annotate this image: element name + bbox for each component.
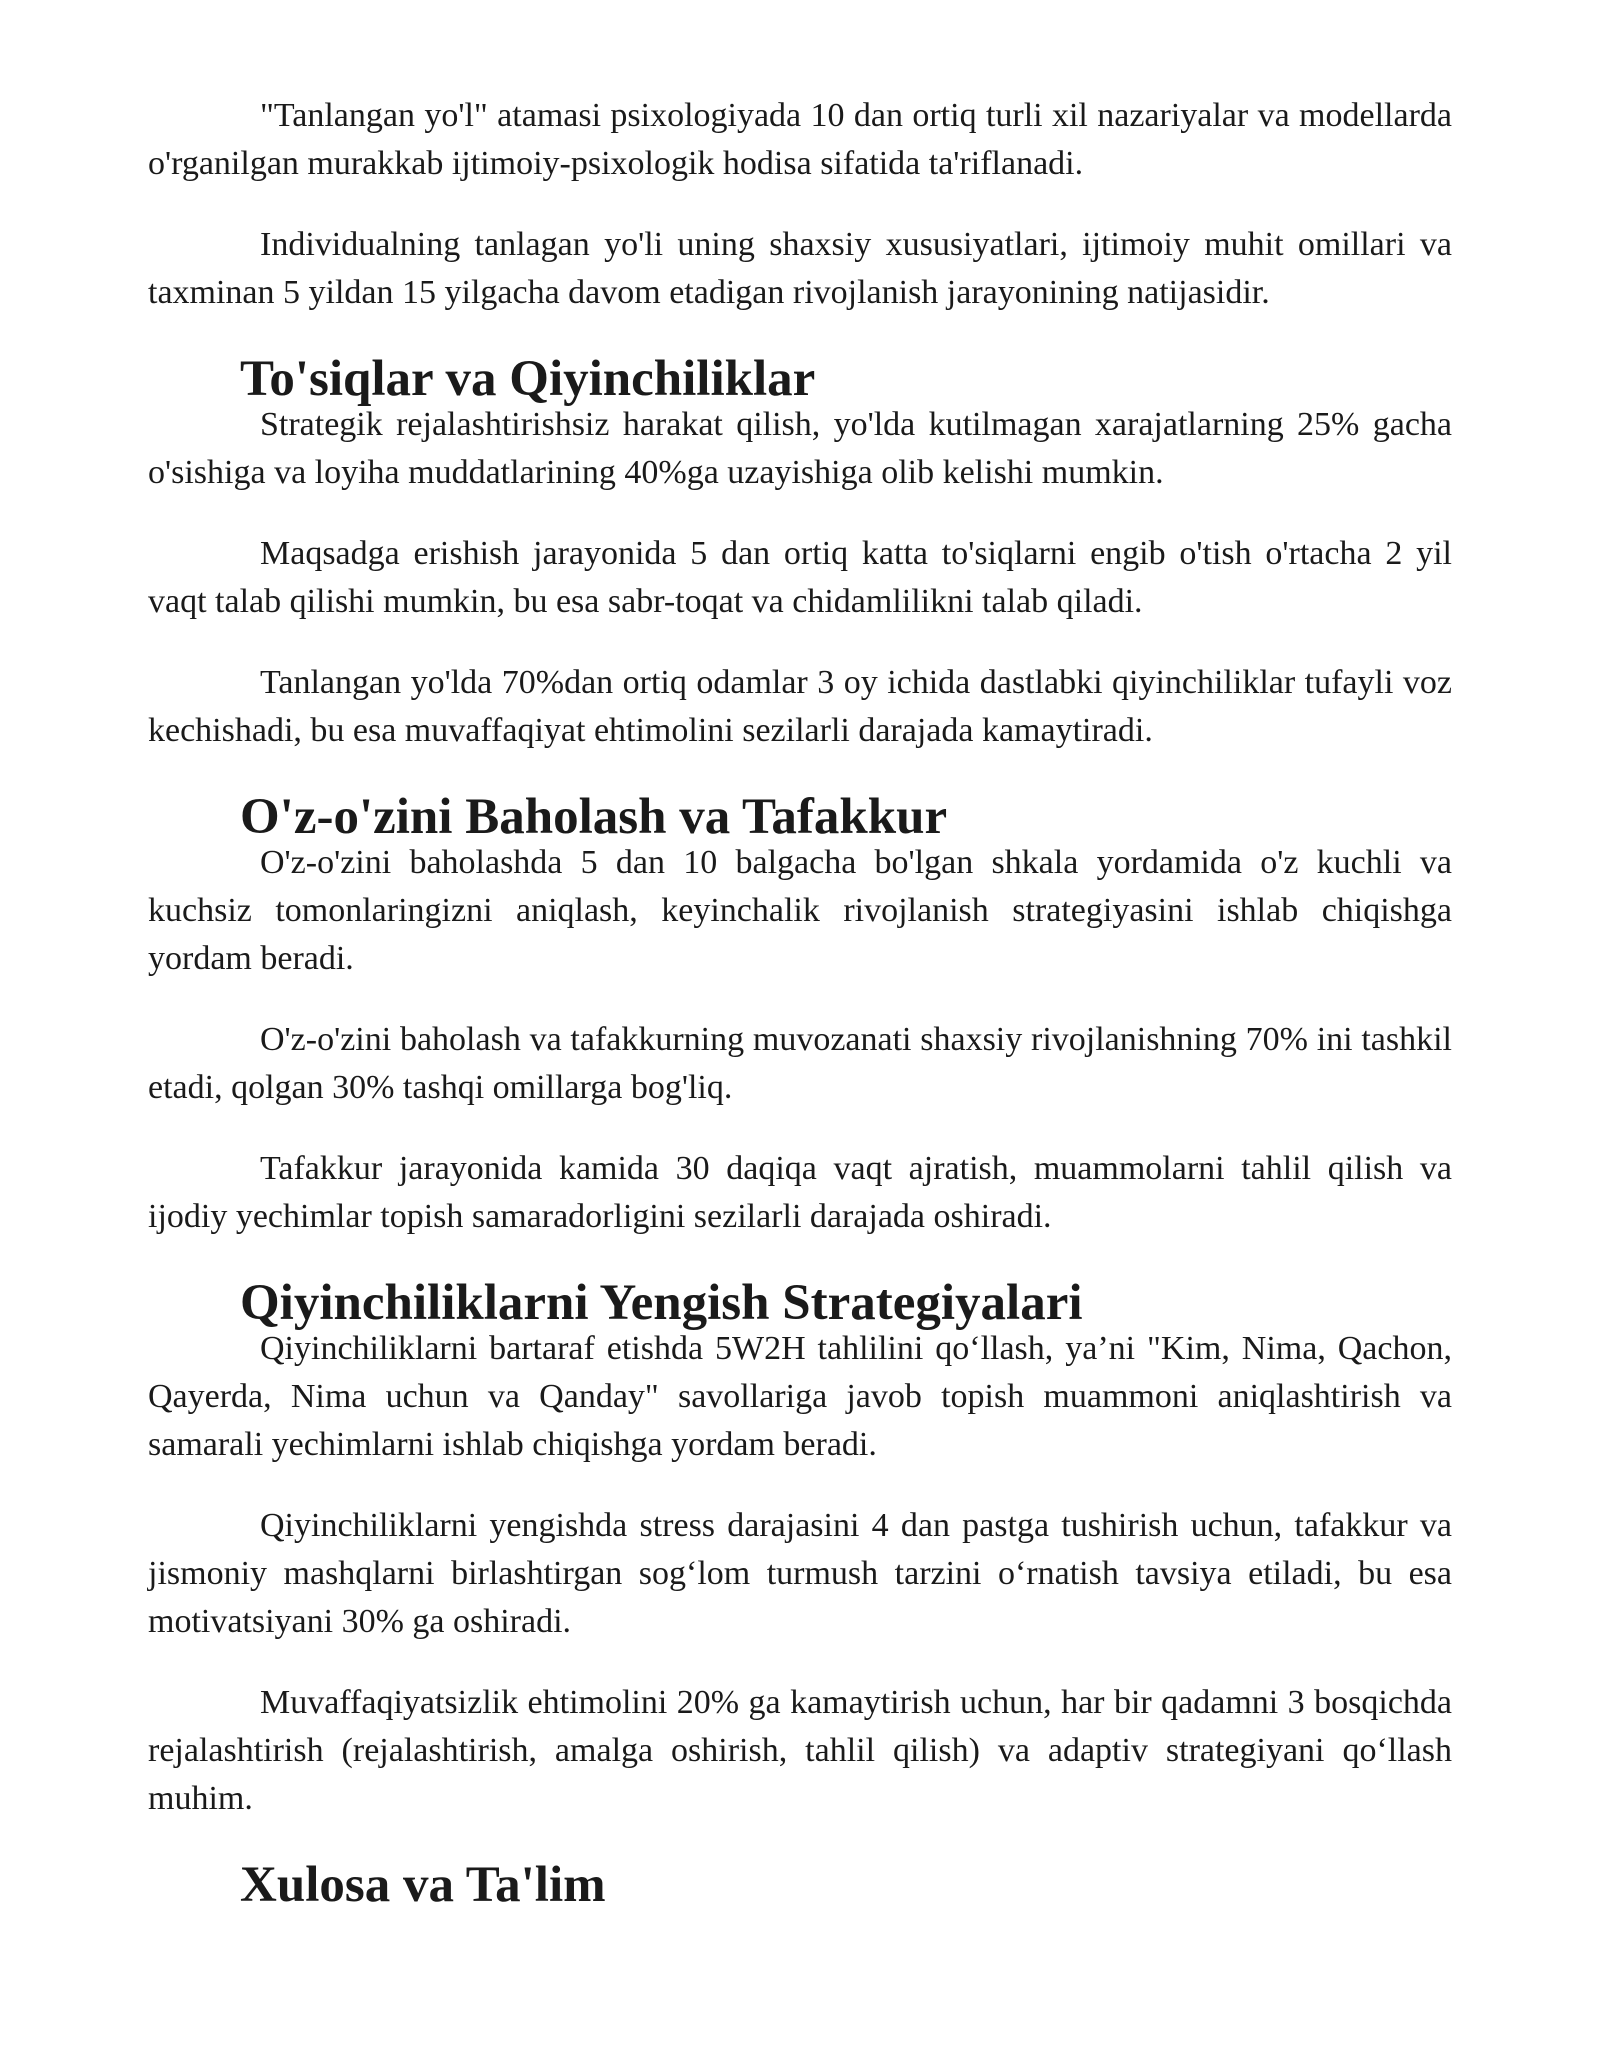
obstacles-paragraph-3: Tanlangan yo'lda 70%dan ortiq odamlar 3 oy ichida dastlabki qiyinchiliklar tufayli voz kechishadi, bu esa muvaffaqiyat ehtimolini sezilarli darajada kamaytiradi. [148,664,1452,749]
strategies-paragraph-3: Muvaffaqiyatsizlik ehtimolini 20% ga kamaytirish uchun, har bir qadamni 3 bosqichda rejalashtirish (rejalashtirish, amalga oshirish, tahlil qilish) va adaptiv strategiyani qo‘llash muhim. [148,1684,1452,1817]
intro-paragraph-1: "Tanlangan yo'l" atamasi psixologiyada 10 dan ortiq turli xil nazariyalar va modellarda o'rganilgan murakkab ijtimoiy-psixologik hodisa sifatida ta'riflanadi. [148,97,1452,182]
obstacles-paragraph-2: Maqsadga erishish jarayonida 5 dan ortiq katta to'siqlarni engib o'tish o'rtacha 2 yil vaqt talab qilishi mumkin, bu esa sabr-toqat va chidamlilikni talab qiladi. [148,535,1452,620]
document-page [148,92,1452,1913]
strategies-paragraph-2: Qiyinchiliklarni yengishda stress darajasini 4 dan pastga tushirish uchun, tafakkur va jismoniy mashqlarni birlashtirgan sog‘lom turmush tarzini o‘rnatish tavsiya etiladi, bu esa motivatsiyani 30% ga oshiradi. [148,1507,1452,1640]
self-assessment-paragraph-3: Tafakkur jarayonida kamida 30 daqiqa vaqt ajratish, muammolarni tahlil qilish va ijodiy yechimlar topish samaradorligini sezilarli darajada oshiradi. [148,1150,1452,1235]
self-assessment-paragraph-2: O'z-o'zini baholash va tafakkurning muvozanati shaxsiy rivojlanishning 70% ini tashkil etadi, qolgan 30% tashqi omillarga bog'liq. [148,1021,1452,1106]
strategies-paragraph-1: Qiyinchiliklarni bartaraf etishda 5W2H tahlilini qo‘llash, ya’ni "Kim, Nima, Qachon, Qayerda, Nima uchun va Qanday" savollariga javob topish muammoni aniqlashtirish va samarali yechimlarni ishlab chiqishga yordam beradi. [148,1330,1452,1463]
section-heading-obstacles: To'siqlar va Qiyinchiliklar [240,351,816,407]
self-assessment-paragraph-1: O'z-o'zini baholashda 5 dan 10 balgacha bo'lgan shkala yordamida o'z kuchli va kuchsiz tomonlaringizni aniqlash, keyinchalik rivojlanish strategiyasini ishlab chiqishga yordam beradi. [148,844,1452,977]
section-heading-strategies: Qiyinchiliklarni Yengish Strategiyalari [240,1275,1083,1331]
intro-paragraph-2: Individualning tanlagan yo'li uning shaxsiy xususiyatlari, ijtimoiy muhit omillari va taxminan 5 yildan 15 yilgacha davom etadigan rivojlanish jarayonining natijasidir. [148,226,1452,311]
obstacles-paragraph-1: Strategik rejalashtirishsiz harakat qilish, yo'lda kutilmagan xarajatlarning 25% gacha o'sishiga va loyiha muddatlarining 40%ga uzayishiga olib kelishi mumkin. [148,406,1452,491]
section-heading-self-assessment: O'z-o'zini Baholash va Tafakkur [240,789,948,845]
section-heading-conclusion: Xulosa va Ta'lim [240,1857,606,1913]
